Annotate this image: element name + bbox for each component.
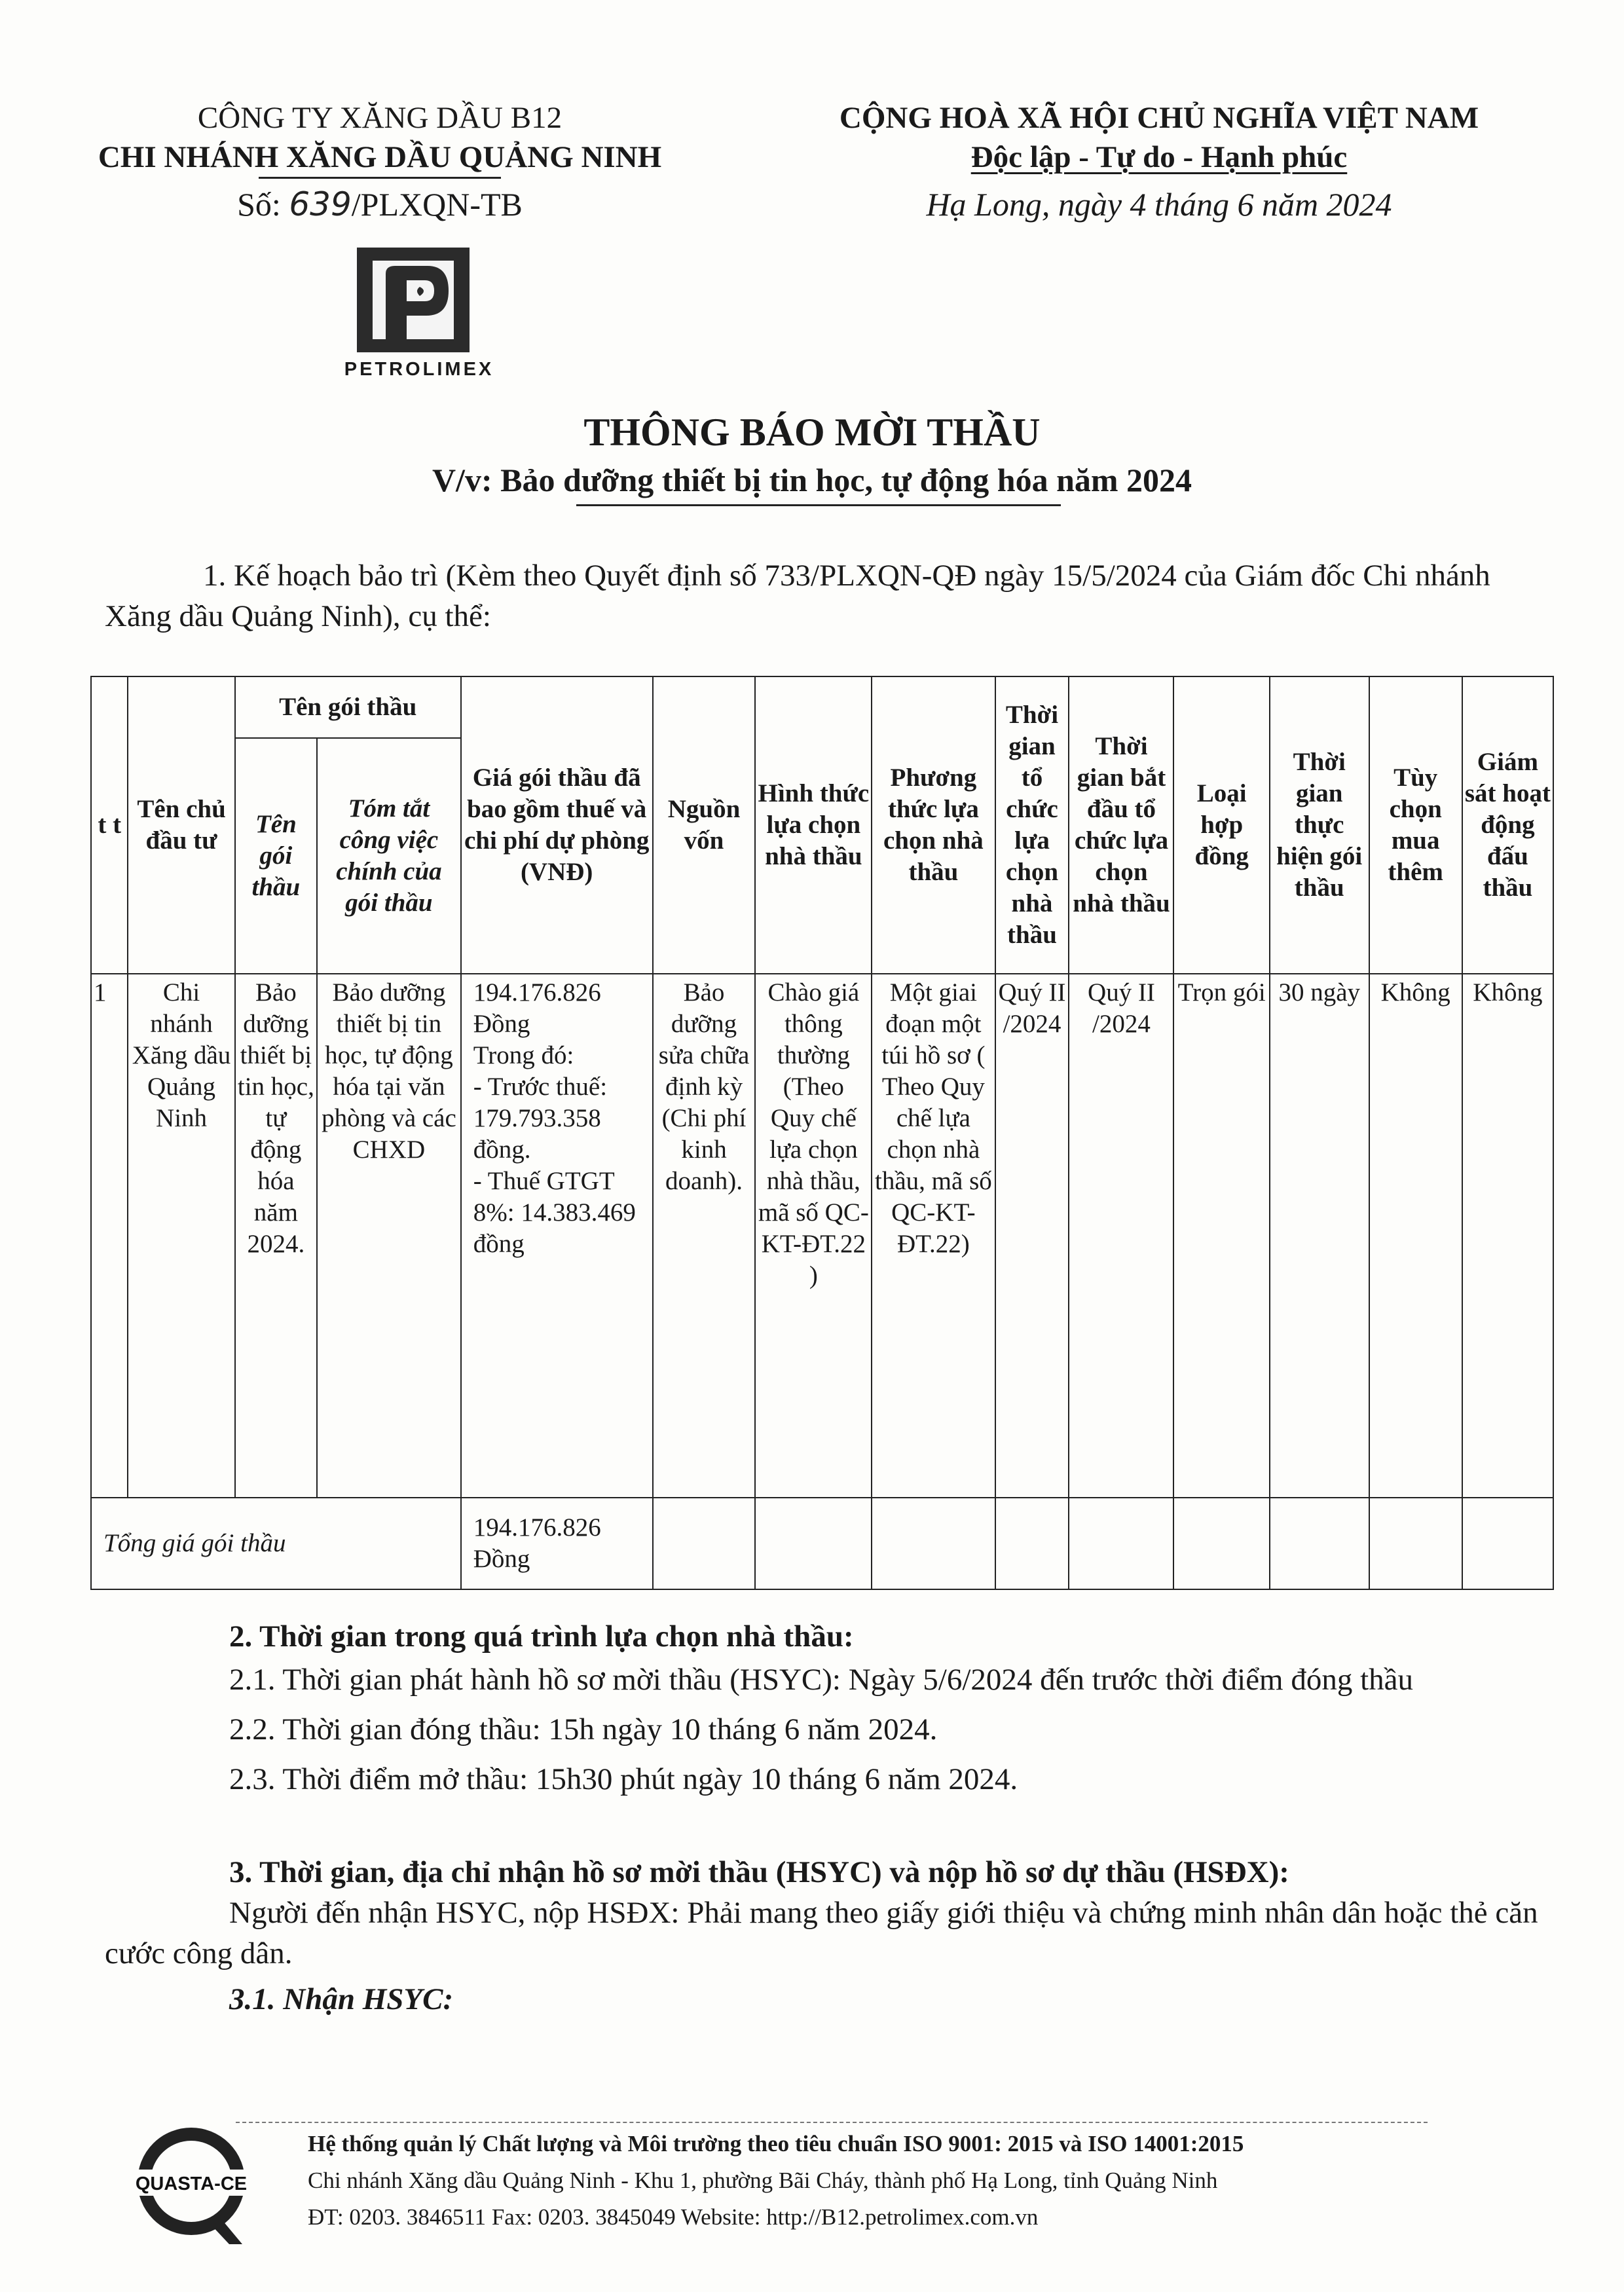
footer-divider	[236, 2122, 1428, 2123]
header-start-time: Thời gian bắt đầu tổ chức lựa chọn nhà thầu	[1069, 676, 1173, 974]
cell-form: Chào giá thông thường (Theo Quy chế lựa chọn nhà thầu, mã số QC-KT-ĐT.22 )	[755, 974, 872, 1498]
section-3	[105, 1852, 1545, 2020]
total-empty-1	[653, 1498, 756, 1589]
total-row	[91, 1498, 1553, 1589]
section-2-item-1: 2.1. Thời gian phát hành hồ sơ mời thầu (HSYC): Ngày 5/6/2024 đến trước thời điểm đóng thầu	[229, 1663, 1414, 1697]
total-empty-6	[1173, 1498, 1269, 1589]
cell-summary: Bảo dưỡng thiết bị tin học, tự động hóa tại văn phòng và các CHXD	[317, 974, 461, 1498]
header-duration: Thời gian thực hiện gói thầu	[1270, 676, 1369, 974]
table-row	[91, 974, 1553, 1498]
total-empty-7	[1270, 1498, 1369, 1589]
subject-underline	[576, 504, 1061, 506]
total-value: 194.176.826 Đồng	[461, 1498, 653, 1589]
price-pretax: - Trước thuế: 179.793.358 đồng.	[473, 1073, 608, 1164]
header-summary: Tóm tắt công việc chính của gói thầu	[317, 738, 461, 974]
petrolimex-logo	[357, 248, 470, 352]
bid-package-table	[90, 676, 1554, 1590]
section-3-heading: 3. Thời gian, địa chỉ nhận hồ sơ mời thầu (HSYC) và nộp hồ sơ dự thầu (HSĐX):	[229, 1855, 1289, 1889]
cell-duration: 30 ngày	[1270, 974, 1369, 1498]
header-contract: Loại hợp đồng	[1173, 676, 1269, 974]
header-tt: t t	[91, 676, 128, 974]
header-method: Phương thức lựa chọn nhà thầu	[872, 676, 995, 974]
header-package-group: Tên gói thầu	[235, 676, 461, 738]
national-header	[753, 98, 1565, 225]
petrolimex-logo-icon	[357, 248, 470, 352]
doc-number-handwritten: 639	[289, 185, 352, 223]
section-3-1-heading: 3.1. Nhận HSYC:	[229, 1982, 454, 2016]
quasta-certification-logo	[131, 2125, 252, 2246]
section-1-text: 1. Kế hoạch bảo trì (Kèm theo Quyết định số 733/PLXQN-QĐ ngày 15/5/2024 của Giám đốc Chi nhánh Xăng dầu Quảng Ninh), cụ thể:	[105, 559, 1490, 633]
header-option: Tùy chọn mua thêm	[1369, 676, 1462, 974]
total-empty-2	[755, 1498, 872, 1589]
logo-caption: PETROLIMEX	[344, 359, 494, 380]
header-package-name: Tên gói thầu	[235, 738, 318, 974]
cell-org-time: Quý II /2024	[995, 974, 1069, 1498]
header-supervision: Giám sát hoạt động đấu thầu	[1462, 676, 1553, 974]
header-owner: Tên chủ đầu tư	[128, 676, 234, 974]
country-name: CỘNG HOÀ XÃ HỘI CHỦ NGHĨA VIỆT NAM	[839, 101, 1479, 135]
document-number	[85, 183, 674, 225]
motto	[753, 138, 1565, 177]
issuer-block	[85, 98, 674, 225]
motto-text: Độc lập - Tự do - Hạnh phúc	[970, 140, 1348, 174]
title-block	[0, 406, 1624, 502]
total-empty-4	[995, 1498, 1069, 1589]
section-2-item-3: 2.3. Thời điểm mở thầu: 15h30 phút ngày 10 tháng 6 năm 2024.	[229, 1762, 1018, 1796]
quasta-text: QUASTA-CE	[135, 2173, 248, 2194]
footer-address: Chi nhánh Xăng dầu Quảng Ninh - Khu 1, phường Bãi Cháy, thành phố Hạ Long, tỉnh Quảng Ninh	[308, 2168, 1218, 2193]
cell-start-time: Quý II /2024	[1069, 974, 1173, 1498]
doc-number-prefix: Số:	[237, 186, 289, 223]
cell-source: Bảo dưỡng sửa chữa định kỳ (Chi phí kinh doanh).	[653, 974, 756, 1498]
price-total: 194.176.826 Đồng	[473, 978, 601, 1038]
footer	[308, 2126, 1552, 2236]
price-in: Trong đó:	[473, 1041, 574, 1069]
quasta-seal-icon	[131, 2125, 252, 2246]
cell-method: Một giai đoạn một túi hồ sơ ( Theo Quy chế lựa chọn nhà thầu, mã số QC-KT-ĐT.22)	[872, 974, 995, 1498]
cell-price	[461, 974, 653, 1498]
branch-underline	[259, 177, 501, 179]
cell-owner: Chi nhánh Xăng dầu Quảng Ninh	[128, 974, 234, 1498]
total-empty-5	[1069, 1498, 1173, 1589]
section-2	[105, 1616, 1545, 1800]
branch-name	[85, 138, 674, 177]
cell-supervision: Không	[1462, 974, 1553, 1498]
footer-contact: ĐT: 0203. 3846511 Fax: 0203. 3845049 Website: http://B12.petrolimex.com.vn	[308, 2204, 1039, 2230]
header-org-time: Thời gian tổ chức lựa chọn nhà thầu	[995, 676, 1069, 974]
header-price: Giá gói thầu đã bao gồm thuế và chi phí dự phòng (VNĐ)	[461, 676, 653, 974]
section-3-text: Người đến nhận HSYC, nộp HSĐX: Phải mang theo giấy giới thiệu và chứng minh nhân dân hoặc thẻ căn cước công dân.	[105, 1896, 1538, 1970]
section-2-item-2: 2.2. Thời gian đóng thầu: 15h ngày 10 tháng 6 năm 2024.	[229, 1712, 938, 1747]
header-form: Hình thức lựa chọn nhà thầu	[755, 676, 872, 974]
place-date: Hạ Long, ngày 4 tháng 6 năm 2024	[926, 186, 1392, 223]
total-empty-8	[1369, 1498, 1462, 1589]
total-empty-9	[1462, 1498, 1553, 1589]
cell-option: Không	[1369, 974, 1462, 1498]
company-name: CÔNG TY XĂNG DẦU B12	[197, 101, 563, 135]
doc-number-suffix: /PLXQN-TB	[351, 186, 523, 223]
cell-package-name: Bảo dưỡng thiết bị tin học, tự động hóa năm 2024.	[235, 974, 318, 1498]
total-empty-3	[872, 1498, 995, 1589]
cell-contract: Trọn gói	[1173, 974, 1269, 1498]
footer-iso: Hệ thống quản lý Chất lượng và Môi trường theo tiêu chuẩn ISO 9001: 2015 và ISO 14001:2015	[308, 2131, 1244, 2156]
document-title: THÔNG BÁO MỜI THẦU	[583, 411, 1041, 454]
cell-tt: 1	[91, 974, 128, 1498]
branch-name-text: CHI NHÁNH XĂNG DẦU QUẢNG NINH	[98, 140, 662, 174]
document-subject: V/v: Bảo dưỡng thiết bị tin học, tự động hóa năm 2024	[432, 462, 1192, 498]
price-vat: - Thuế GTGT 8%: 14.383.469 đồng	[473, 1167, 636, 1258]
header-source: Nguồn vốn	[653, 676, 756, 974]
total-label: Tổng giá gói thầu	[91, 1498, 461, 1589]
section-2-heading: 2. Thời gian trong quá trình lựa chọn nhà thầu:	[229, 1619, 854, 1654]
